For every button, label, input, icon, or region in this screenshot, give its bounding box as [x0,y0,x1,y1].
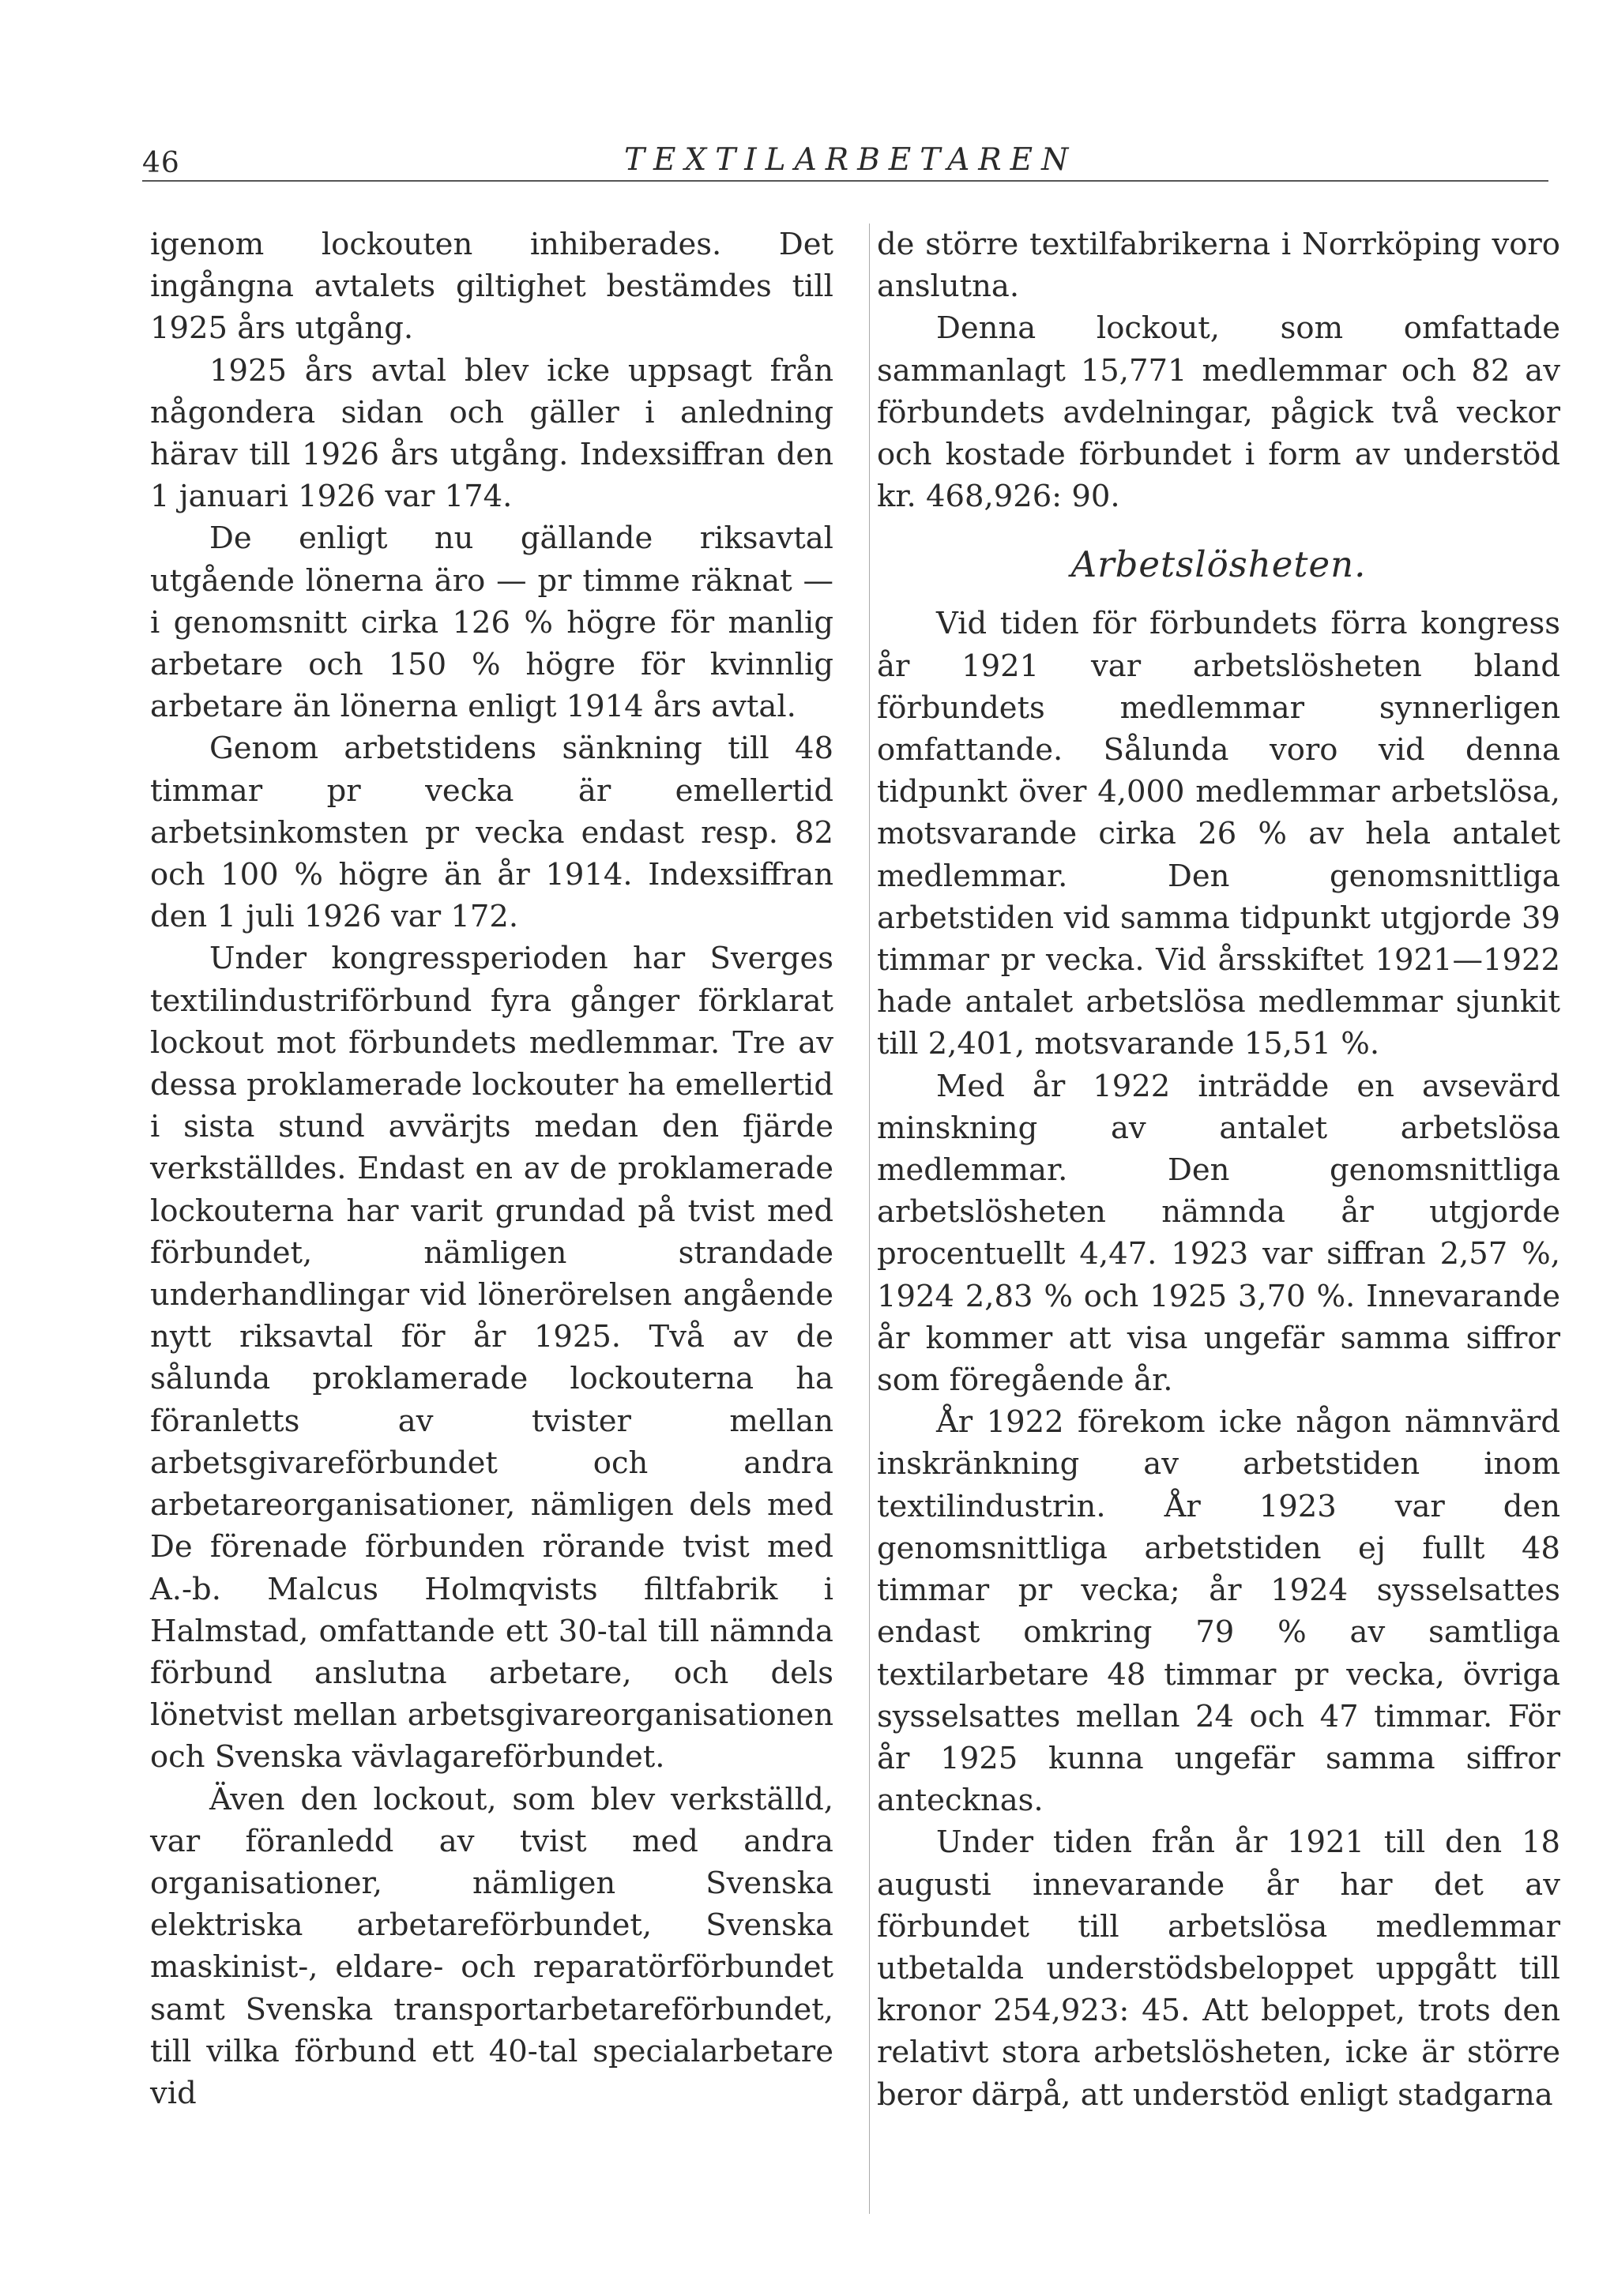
paragraph: Med år 1922 inträdde en avsevärd minskning av antalet arbetslösa medlemmar. Den genomsnittliga arbetslösheten nämnda år utgjorde procentuellt 4,47. 1923 var siffran 2,57 %, 1924 2,83 % och 1925 3,70 %. Innevarande år kommer att visa ungefär samma siffror som föregående år. [877,1068,1560,1399]
paragraph: Genom arbetstidens sänkning till 48 timmar pr vecka är emellertid arbetsinkomsten pr vecka endast resp. 82 och 100 % högre än år 1914. Indexsiffran den 1 juli 1926 var 172. [150,731,833,935]
paragraph: 1925 års avtal blev icke uppsagt från någondera sidan och gäller i anledning härav till 1926 års utgång. Indexsiffran den 1 januari 1926 var 174. [150,352,833,515]
paragraph: Vid tiden för förbundets förra kongress år 1921 var arbetslösheten bland förbundets medlemmar synnerligen omfattande. Sålunda voro vid denna tidpunkt över 4,000 medlemmar arbetslösa, motsvarande cirka 26 % av hela antalet medlemmar. Den genomsnittliga arbetstiden vid samma tidpunkt utgjorde 39 timmar pr vecka. Vid årsskiftet 1921—1922 hade antalet arbetslösa medlemmar sjunkit till 2,401, motsvarande 15,51 %. [877,606,1560,1062]
paragraph: Under kongressperioden har Sverges textilindustriförbund fyra gånger förklarat lockout mot förbundets medlemmar. Tre av dessa proklamerade lockouter ha emellertid i sista stund avvärjts medan den fjärde verkställdes. Endast en av de proklamerade lockouterna har varit grundad på tvist med förbundet, nämligen strandade underhandlingar vid lönerörelsen angående nytt riksavtal för år 1925. Två av de sålunda proklamerade lockouterna ha föranletts av tvister mellan arbetsgivareförbundet och andra arbetareorganisationer, nämligen dels med De förenade förbunden rörande tvist med A.-b. Malcus Holmqvists filtfabrik i Halmstad, omfattande ett 30-tal till nämnda förbund anslutna arbetare, och dels lönetvist mellan arbetsgivareorganisationen och Svenska vävlagareförbundet. [150,941,833,1776]
paragraph: År 1922 förekom icke någon nämnvärd inskränkning av arbetstiden inom textilindustrin. År 1923 var den genomsnittliga arbetstiden ej fullt 48 timmar pr vecka; år 1924 sysselsattes endast omkring 79 % av samtliga textilarbetare 48 timmar pr vecka, övriga sysselsattes mellan 24 och 47 timmar. För år 1925 kunna ungefär samma siffror antecknas. [877,1404,1560,1819]
left-column [150,224,833,2114]
paragraph: de större textilfabrikerna i Norrköping voro anslutna. [877,227,1560,305]
paragraph: Denna lockout, som omfattade sammanlagt 15,771 medlemmar och 82 av förbundets avdelningar, pågick två veckor och kostade förbundet i form av understöd kr. 468,926: 90. [877,310,1560,515]
column-divider [869,224,870,2214]
section-heading: Arbetslösheten. [1070,543,1367,586]
paragraph: Även den lockout, som blev verkställd, var föranledd av tvist med andra organisationer, nämligen Svenska elektriska arbetareförbundet, Svenska maskinist-, eldare- och reparatörförbundet samt Svenska transportarbetareförbundet, till vilka förbund ett 40-tal specialarbetare vid [150,1781,833,2111]
header-rule [142,180,1548,182]
paragraph: igenom lockouten inhiberades. Det ingångna avtalets giltighet bestämdes till 1925 års utgång. [150,227,833,347]
page-number: 46 [142,147,180,179]
right-column [877,224,1560,2116]
running-title: TEXTILARBETAREN [624,142,1078,178]
paragraph: De enligt nu gällande riksavtal utgående lönerna äro — pr timme räknat — i genomsnitt cirka 126 % högre för manlig arbetare och 150 % högre för kvinnlig arbetare än lönerna enligt 1914 års avtal. [150,520,833,725]
paragraph: Under tiden från år 1921 till den 18 augusti innevarande år har det av förbundet till arbetslösa medlemmar utbetalda understödsbeloppet uppgått till kronor 254,923: 45. Att beloppet, trots den relativt stora arbetslösheten, icke är större beror därpå, att understöd enligt stadgarna [877,1824,1560,2113]
